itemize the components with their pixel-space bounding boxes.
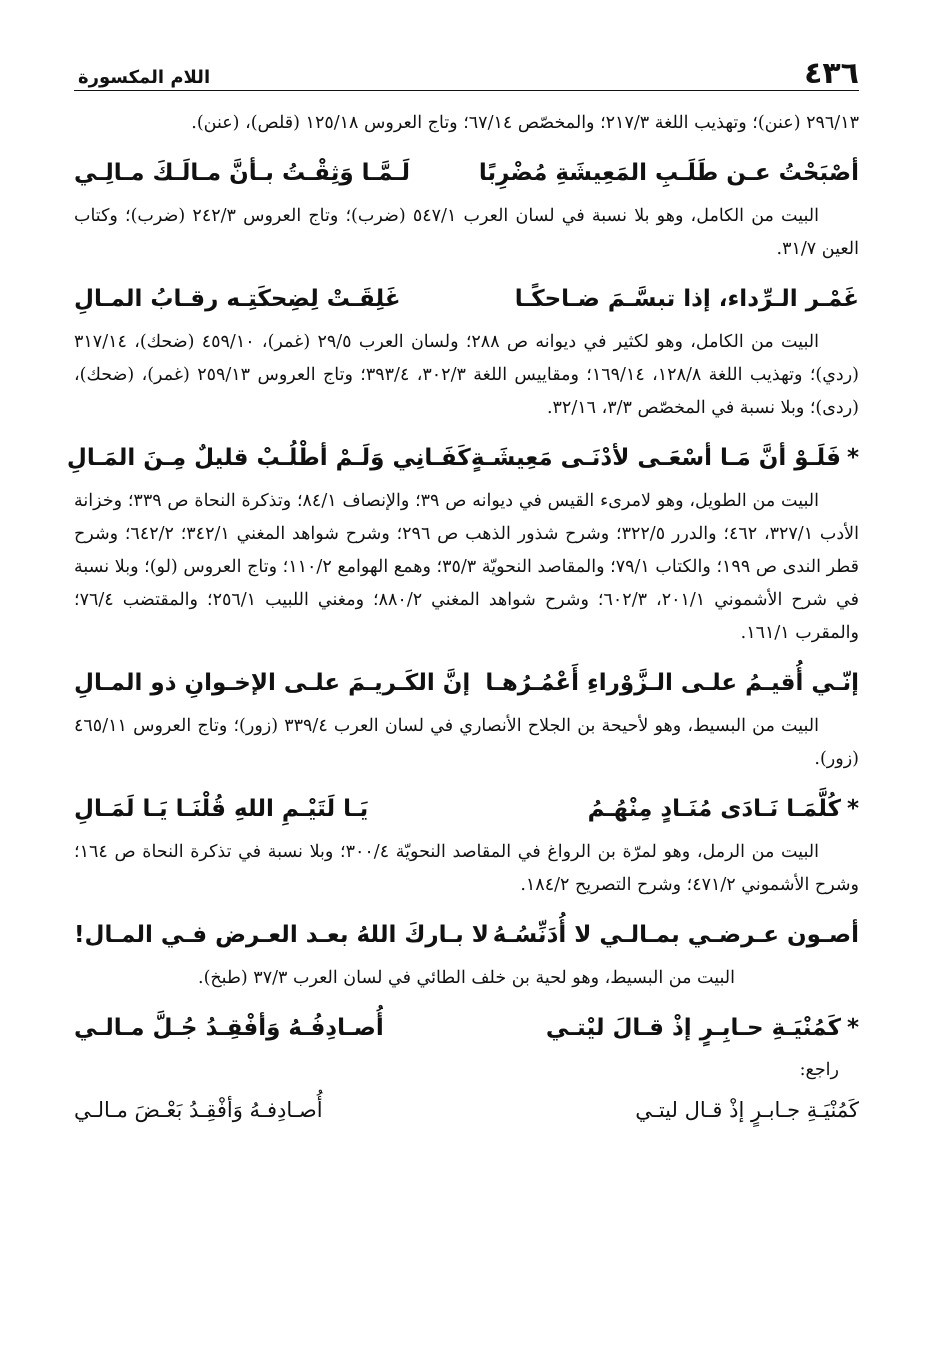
citation-paragraph: البيت من البسيط، وهو لحية بن خلف الطائي في لسان العرب ٣٧/٣ (طبخ). [198, 968, 735, 988]
verse-line [74, 912, 859, 958]
verse-second-hemistich: يَـا لَتَيْـمِ اللهِ قُلْنَـا يَـا لَمَـالِ [74, 796, 369, 822]
verse-second-hemistich: لا بـاركَ اللهُ بعـد العـرض فـي المـال! [74, 922, 489, 948]
running-title: اللام المكسورة [74, 67, 210, 88]
verse-line [66, 435, 859, 481]
asterisk-marker: * [846, 1015, 859, 1041]
page-header [74, 56, 859, 91]
verse-second-hemistich: كَفَـانِي وَلَـمْ أطْلُـبْ قليلٌ مِـنَ المَـالِ [66, 445, 471, 471]
verse-line [74, 660, 859, 706]
verse-first-hemistich: أصـون عـرضـي بمـالـي لا أُدَنِّسُـهُ [492, 922, 859, 948]
verse-first-hemistich: كَمُنْيَـةِ جـابـرٍ إذْ قـال ليتـي [635, 1098, 859, 1122]
verse-first-hemistich: غَمْـر الـرِّداء، إذا تبسَّـمَ ضـاحكًـا [514, 286, 859, 312]
verse-first-hemistich [546, 1005, 859, 1051]
asterisk-marker: * [846, 445, 859, 471]
verse-second-hemistich: أُصـادِفُـهُ وَأفْقِـدُ جُـلَّ مـالـي [74, 1015, 384, 1041]
verse-second-hemistich: غَلِقَـتْ لِضِحكَتِـه رقـابُ المـالِ [74, 286, 401, 312]
see-also-label: راجع: [799, 1060, 839, 1080]
verse-second-hemistich: أُصـادِفـهُ وَأفْقِـدُ بَعْـضَ مـالـي [74, 1098, 323, 1122]
verse-line [74, 786, 859, 832]
verse-first-hemistich: أصْبَحْتُ عـن طَلَـبِ المَعِيشَةِ مُضْرِبًا [478, 160, 859, 186]
verse-line [74, 276, 859, 322]
verse-line [74, 1005, 859, 1051]
verse-second-hemistich: لَـمَّـا وَثِقْـتُ بـأنَّ مـالَـكَ مـالِـي [74, 160, 411, 186]
page-number: ٤٣٦ [804, 56, 859, 91]
citation-paragraph: ٢٩٦/١٣ (عنن)؛ وتهذيب اللغة ٢١٧/٣؛ والمخصّص ٦٧/١٤؛ وتاج العروس ١٢٥/١٨ (قلص)، (عنن). [191, 113, 859, 133]
citation-paragraph: البيت من البسيط، وهو لأحيحة بن الجلاح الأنصاري في لسان العرب ٣٣٩/٤ (زور)؛ وتاج العروس ٤٦٥/١١ (زور). [74, 716, 859, 769]
citation-paragraph: البيت من الكامل، وهو لكثير في ديوانه ص ٢٨٨؛ ولسان العرب ٢٩/٥ (غمر)، ٤٥٩/١٠ (ضحك)، ٣١٧/١٤ (ردي)؛ وتهذيب اللغة ١٢٨/٨، ١٦٩/١٤؛ ومقاييس اللغة ٣٠٢/٣، ٣٩٣/٤؛ وتاج العروس ٢٥٩/١٣ (غمر)، (ضحك)، (ردى)؛ وبلا نسبة في المخصّص ٣/٣، ٣٢/١٦. [74, 332, 859, 418]
citation-paragraph: البيت من الكامل، وهو بلا نسبة في لسان العرب ٥٤٧/١ (ضرب)؛ وتاج العروس ٢٤٢/٣ (ضرب)؛ وكتاب العين ٣١/٧. [74, 206, 859, 259]
verse-second-hemistich: إنَّ الكَـريـمَ علـى الإخـوانِ ذو المـالِ [74, 670, 471, 696]
verse-line [74, 150, 859, 196]
asterisk-marker: * [846, 796, 859, 822]
verse-text: كُلَّمَـا نَـادَى مُنَـادٍ مِنْهُـمُ [587, 796, 841, 822]
verse-text: فَلَـوْ أنَّ مَـا أسْعَـى لأدْنَـى مَعِيشَـةٍ [470, 445, 841, 471]
verse-first-hemistich: إنّـي أُقيـمُ علـى الـزَّوْراءِ أَعْمُـرُهـا [485, 670, 859, 696]
verse-text: كَمُنْيَـةِ حـابِـرٍ إذْ قـالَ ليْتـي [545, 1015, 841, 1041]
citation-paragraph: البيت من الطويل، وهو لامرىء القيس في ديوانه ص ٣٩؛ والإنصاف ٨٤/١؛ وتذكرة النحاة ص ٣٣٩؛ وخزانة الأدب ٣٢٧/١، ٤٦٢؛ والدرر ٣٢٢/٥؛ وشرح شذور الذهب ص ٢٩٦؛ وشرح شواهد المغني ٣٤٢/١؛ ٦٤٢/٢؛ وشرح قطر الندى ص ١٩٩؛ والكتاب ٧٩/١؛ والمقاصد النحويّة ٣٥/٣؛ وهمع الهوامع ١١٠/٢؛ وتاج العروس (لو)؛ وبلا نسبة في شرح الأشموني ٢٠١/١، ٦٠٢/٣؛ وشرح شواهد المغني ٨٨٠/٢؛ ومغني اللبيب ٢٥٦/١؛ والمقتضب ٧٦/٤؛ والمقرب ١٦١/١. [74, 491, 859, 643]
citation-paragraph: البيت من الرمل، وهو لمرّة بن الرواغ في المقاصد النحويّة ٣٠٠/٤؛ وبلا نسبة في تذكرة النحاة ص ١٦٤؛ وشرح الأشموني ٤٧١/٢؛ وشرح التصريح ١٨٤/٢. [74, 842, 859, 895]
verse-first-hemistich [588, 786, 859, 832]
variant-verse-line [74, 1087, 859, 1133]
verse-first-hemistich [471, 435, 859, 481]
